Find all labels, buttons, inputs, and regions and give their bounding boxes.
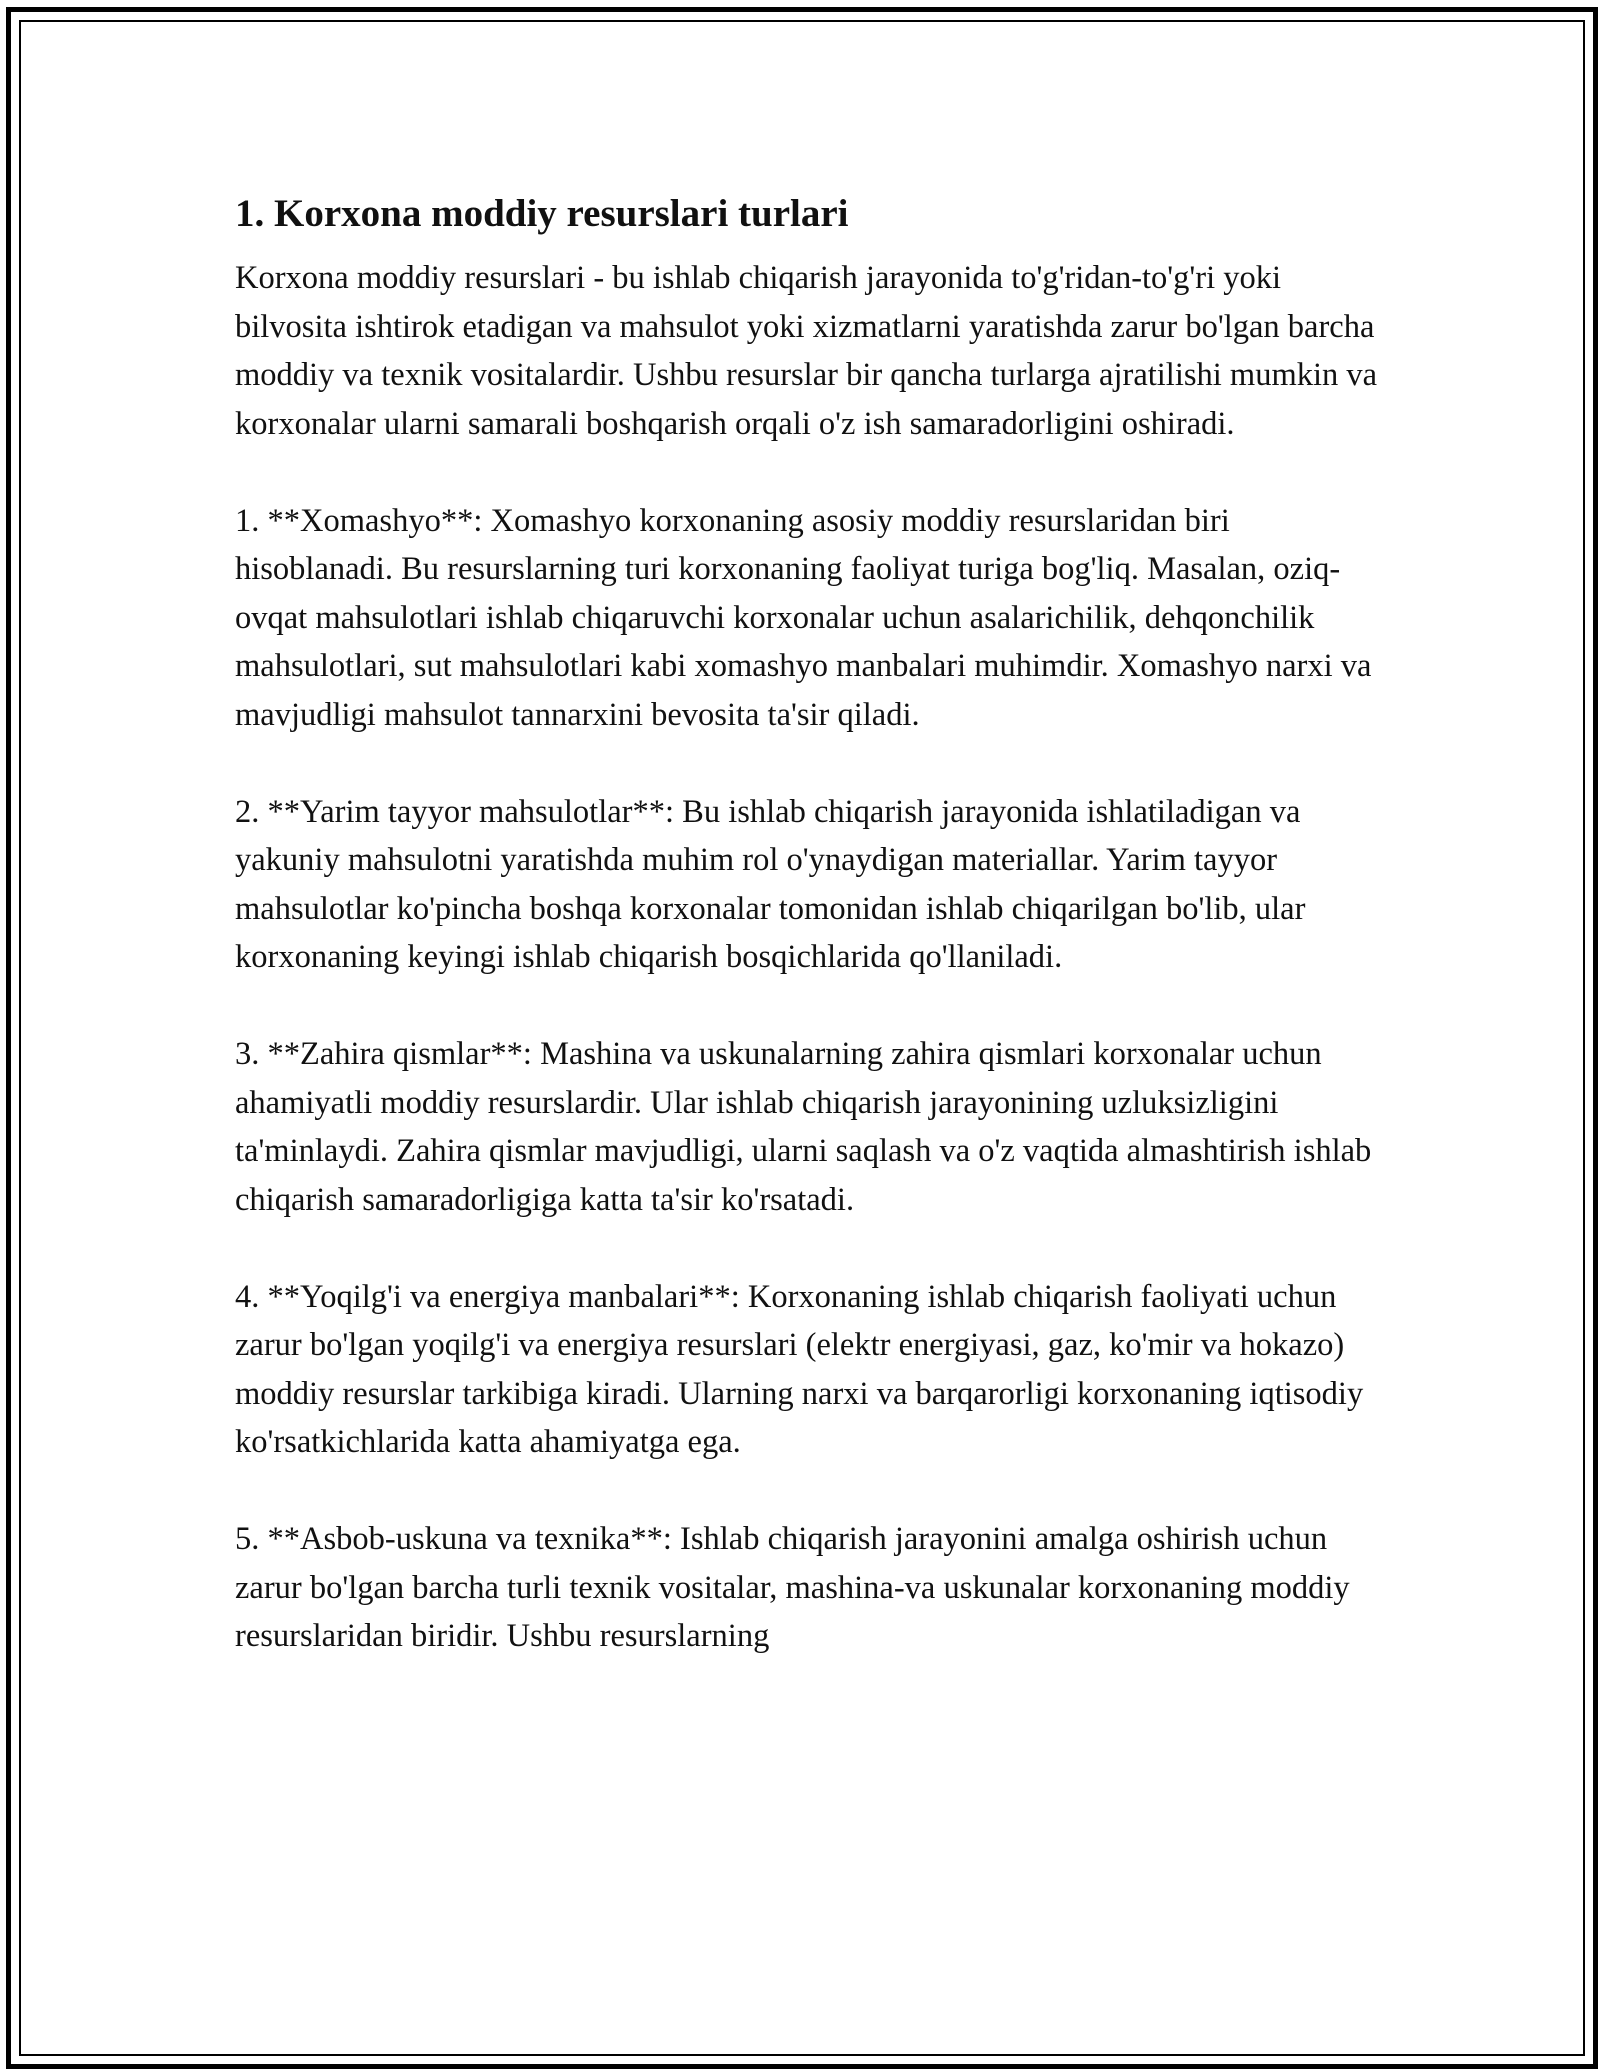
list-item xyxy=(235,1515,1385,1661)
document-body xyxy=(235,186,1385,1709)
list-item xyxy=(235,497,1385,740)
item-heading: **Asbob-uskuna va texnika**: xyxy=(267,1521,672,1557)
item-text: Korxonaning ishlab chiqarish faoliyati uchun zarur bo'lgan yoqilg'i va energiya resurslari (elektr energiyasi, gaz, ko'mir va hokazo) moddiy resurslar tarkibiga kiradi. Ularning narxi va barqarorligi korxonaning iqtisodiy ko'rsatkichlarida katta ahamiyatga ega. xyxy=(235,1278,1364,1460)
page-title: 1. Korxona moddiy resurslari turlari xyxy=(235,192,849,235)
item-number: 3. xyxy=(235,1036,260,1072)
item-heading: **Xomashyo**: xyxy=(267,502,483,539)
item-text: Mashina va uskunalarning zahira qismlari korxonalar uchun ahamiyatli moddiy resurslardir. Ular ishlab chiqarish jarayonining uzluksizligini ta'minlaydi. Zahira qismlar mavjudligi, ularni saqlash va o'z vaqtida almashtirish ishlab chiqarish samaradorligiga katta ta'sir ko'rsatadi. xyxy=(235,1036,1372,1218)
item-text: Xomashyo korxonaning asosiy moddiy resurslaridan biri hisoblanadi. Bu resurslarning turi korxonaning faoliyat turiga bog'liq. Masalan, oziq-ovqat mahsulotlari ishlab chiqaruvchi korxonalar uchun asalarichilik, dehqonchilik mahsulotlari, sut mahsulotlari kabi xomashyo manbalari muhimdir. Xomashyo narxi va mavjudligi mahsulot tannarxini bevosita ta'sir qiladi. xyxy=(235,502,1372,733)
item-text: Bu ishlab chiqarish jarayonida ishlatiladigan va yakuniy mahsulotni yaratishda muhim rol o'ynaydigan materiallar. Yarim tayyor mahsulotlar ko'pincha boshqa korxonalar tomonidan ishlab chiqarilgan bo'lib, ular korxonaning keyingi ishlab chiqarish bosqichlarida qo'llaniladi. xyxy=(235,793,1306,975)
item-heading: **Zahira qismlar**: xyxy=(267,1036,532,1072)
list-item xyxy=(235,788,1385,982)
item-number: 2. xyxy=(235,793,260,830)
item-heading: **Yoqilg'i va energiya manbalari**: xyxy=(267,1278,740,1315)
item-number: 1. xyxy=(235,502,260,539)
list-item xyxy=(235,1273,1385,1467)
item-number: 4. xyxy=(235,1278,260,1315)
item-number: 5. xyxy=(235,1521,260,1557)
intro-paragraph: Korxona moddiy resurslari - bu ishlab chiqarish jarayonida to'g'ridan-to'g'ri yoki bilvosita ishtirok etadigan va mahsulot yoki xizmatlarni yaratishda zarur bo'lgan barcha moddiy va texnik vositalardir. Ushbu resurslar bir qancha turlarga ajratilishi mumkin va korxonalar ularni samarali boshqarish orqali o'z ish samaradorligini oshiradi. xyxy=(235,260,1378,442)
list-item xyxy=(235,1030,1385,1224)
item-heading: **Yarim tayyor mahsulotlar**: xyxy=(267,793,675,830)
item-text: Ishlab chiqarish jarayonini amalga oshirish uchun zarur bo'lgan barcha turli texnik vositalar, mashina-va uskunalar korxonaning moddiy resurslaridan biridir. Ushbu resurslarning xyxy=(235,1521,1350,1654)
